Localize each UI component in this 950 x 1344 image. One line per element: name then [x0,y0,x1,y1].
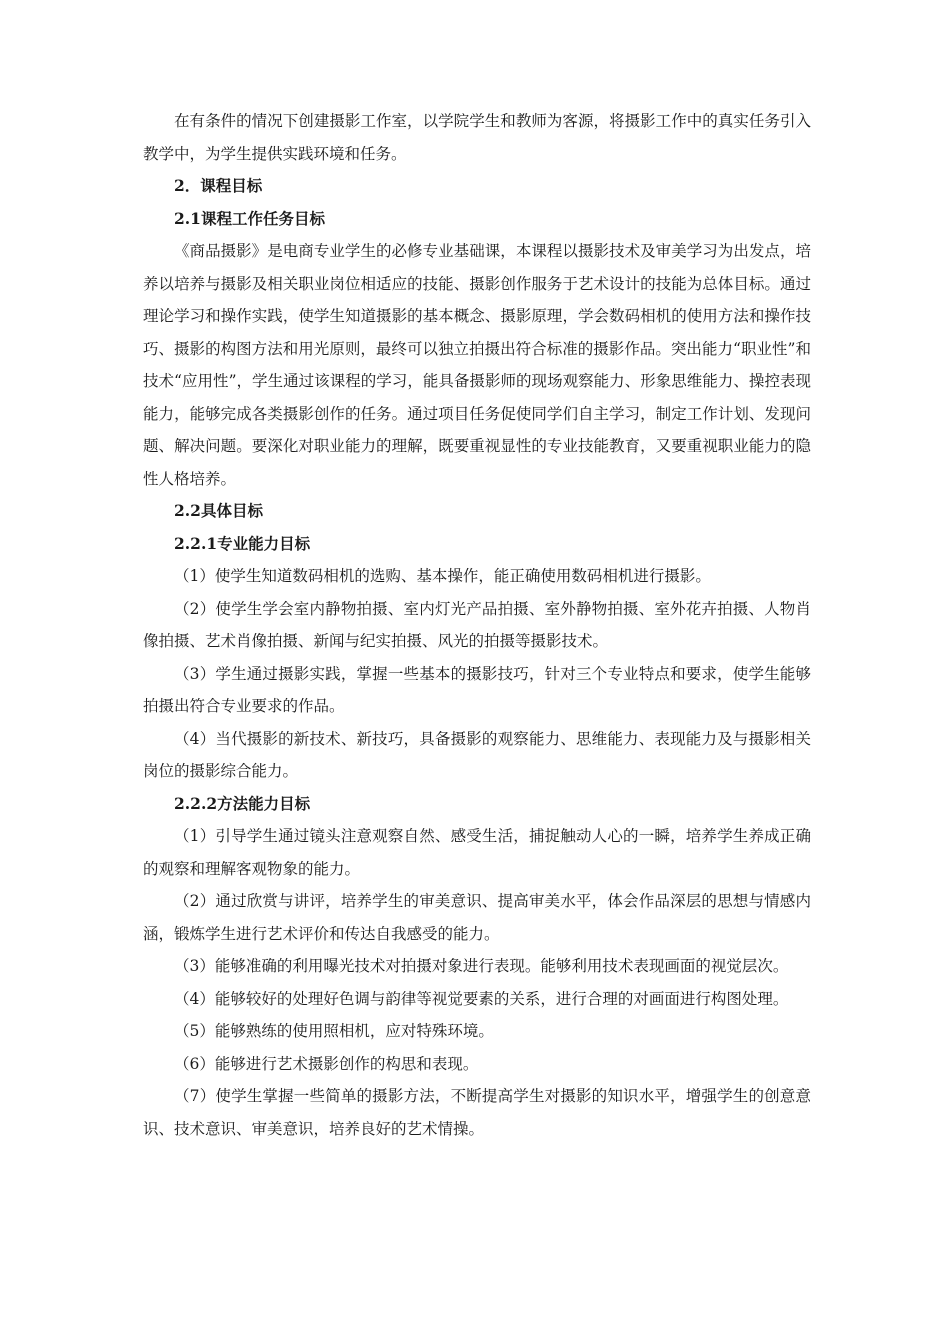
method-goal-5: （5）能够熟练的使用照相机，应对特殊环境。 [174,1022,494,1040]
section-2-2-heading: 2.2具体目标 [174,501,263,520]
professional-goal-3: （3）学生通过摄影实践，掌握一些基本的摄影技巧，针对三个专业特点和要求，使学生能够拍摄出符合专业要求的作品。 [143,664,811,715]
method-goal-3: （3）能够准确的利用曝光技术对拍摄对象进行表现。能够利用技术表现画面的视觉层次。 [174,957,789,975]
section-2-2-2-heading: 2.2.2方法能力目标 [174,793,311,813]
method-goal-1: （1）引导学生通过镜头注意观察自然、感受生活，捕捉触动人心的一瞬，培养学生养成正确的观察和理解客观物象的能力。 [143,827,811,878]
method-goal-6: （6）能够进行艺术摄影创作的构思和表现。 [174,1054,479,1073]
professional-goal-2: （2）使学生学会室内静物拍摄、室内灯光产品拍摄、室外静物拍摄、室外花卉拍摄、人物肖像拍摄、艺术肖像拍摄、新闻与纪实拍摄、风光的拍摄等摄影技术。 [143,599,811,650]
intro-paragraph: 在有条件的情况下创建摄影工作室，以学院学生和教师为客源，将摄影工作中的真实任务引入教学中，为学生提供实践环境和任务。 [143,112,811,163]
section-2-2-1-heading: 2.2.1专业能力目标 [174,533,311,553]
section-2-heading: 2．课程目标 [174,176,263,195]
document-body [143,105,811,1145]
section-2-1-heading: 2.1课程工作任务目标 [174,208,325,228]
method-goal-7: （7）使学生掌握一些简单的摄影方法，不断提高学生对摄影的知识水平，增强学生的创意意识、技术意识、审美意识，培养良好的艺术情操。 [143,1087,811,1138]
section-2-1-paragraph: 《商品摄影》是电商专业学生的必修专业基础课，本课程以摄影技术及审美学习为出发点，培养以培养与摄影及相关职业岗位相适应的技能、摄影创作服务于艺术设计的技能为总体目标。通过理论学习和操作实践，使学生知道摄影的基本概念、摄影原理，学会数码相机的使用方法和操作技巧、摄影的构图方法和用光原则，最终可以独立拍摄出符合标准的摄影作品。突出能力“职业性”和技术“应用性”，学生通过该课程的学习，能具备摄影师的现场观察能力、形象思维能力、操控表现能力，能够完成各类摄影创作的任务。通过项目任务促使同学们自主学习，制定工作计划、发现问题、解决问题。要深化对职业能力的理解，既要重视显性的专业技能教育，又要重视职业能力的隐性人格培养。 [143,242,811,488]
method-goal-2: （2）通过欣赏与讲评，培养学生的审美意识、提高审美水平，体会作品深层的思想与情感内涵，锻炼学生进行艺术评价和传达自我感受的能力。 [143,892,811,943]
professional-goal-1: （1）使学生知道数码相机的选购、基本操作，能正确使用数码相机进行摄影。 [174,567,711,585]
method-goal-4: （4）能够较好的处理好色调与韵律等视觉要素的关系，进行合理的对画面进行构图处理。 [174,989,789,1008]
professional-goal-4: （4）当代摄影的新技术、新技巧，具备摄影的观察能力、思维能力、表现能力及与摄影相关岗位的摄影综合能力。 [143,729,811,780]
